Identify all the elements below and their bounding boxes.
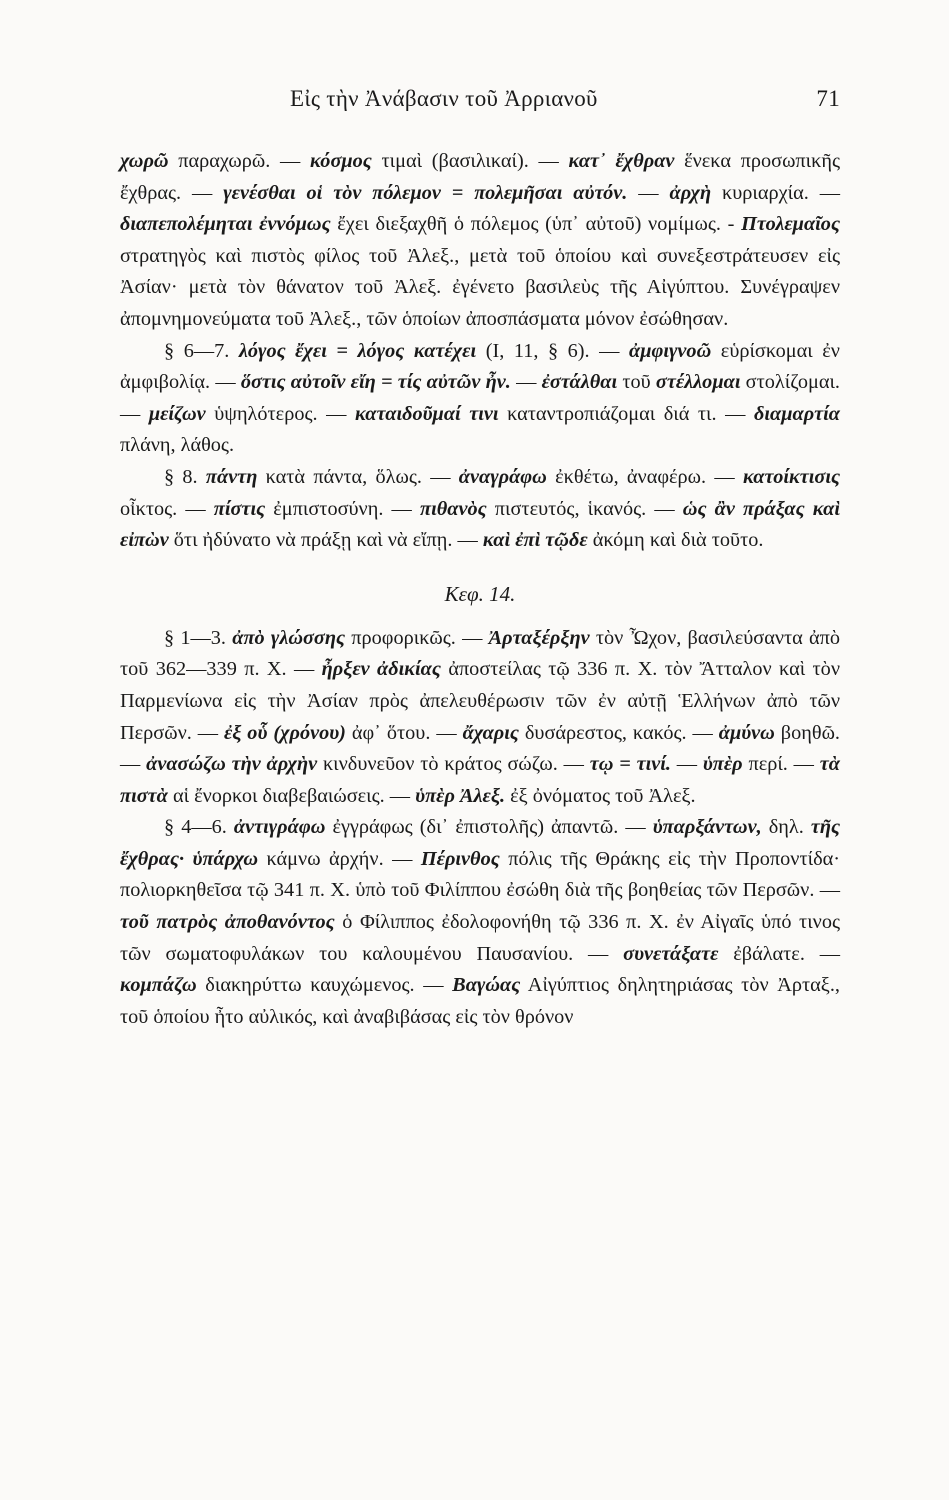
paragraph-3 — [120, 462, 840, 557]
gloss-text: ἐβάλατε. — — [718, 942, 840, 965]
gloss-term: ὑπὲρ Ἀλεξ. — [415, 784, 506, 807]
chapter-heading: Κεφ. 14. — [444, 581, 516, 606]
gloss-text: ἐξ ὀνόματος τοῦ Ἀλεξ. — [505, 784, 696, 807]
gloss-text: πόλις τῆς Θράκης εἰς τὴν Προποντίδα· πολιορκηθεῖσα τῷ 341 π. Χ. ὑπὸ τοῦ Φιλίππου ἐσώθη διὰ τῆς βοηθείας τῶν Περσῶν. — — [120, 847, 841, 902]
gloss-term: Πτολεμαῖος — [741, 213, 840, 236]
gloss-text: κάμνω ἀρχήν. — — [258, 847, 421, 870]
paragraph-1 — [120, 146, 840, 336]
gloss-term: Βαγώας — [452, 974, 521, 997]
section-marker: § 1—3. — [164, 626, 233, 649]
gloss-text: ὅτι ἠδύνατο νὰ πράξῃ καὶ νὰ εἴπῃ. — — [168, 529, 483, 552]
gloss-term: ἐστάλθαι — [541, 371, 618, 394]
gloss-text: ἀφ᾿ ὅτου. — — [345, 721, 463, 744]
section-marker: § 4—6. — [164, 816, 234, 839]
gloss-text: κατὰ πάντα, ὅλως. — — [257, 465, 459, 488]
gloss-term: ὑπαρξάντων, — [652, 816, 762, 839]
gloss-text: διακηρύττω καυχώμενος. — — [196, 974, 453, 997]
gloss-term: ὡς ἂν πράξας καὶ εἰπὼν — [120, 497, 840, 552]
section-marker: § 8. — [164, 465, 206, 488]
gloss-term: ἀπὸ γλώσσης — [232, 626, 346, 649]
gloss-text: πλάνη, λάθος. — [120, 434, 235, 457]
gloss-text: Αἰγύπτιος δηλητηριάσας τὸν Ἀρταξ., τοῦ ὁποίου ἦτο αὐλικός, καὶ ἀναβιβάσας εἰς τὸν θρόνον — [120, 974, 840, 1028]
gloss-term: ἀναγράφω — [458, 465, 547, 488]
gloss-text: δηλ. — [761, 816, 811, 839]
commentary-text — [120, 146, 840, 1033]
gloss-term: κατοίκτισις — [742, 465, 840, 488]
gloss-term: τὰ πιστὰ — [120, 753, 841, 807]
gloss-text: κυριαρχία. — — [711, 181, 840, 204]
gloss-term: τῆς ἔχθρας· ὑπάρχω — [120, 816, 841, 870]
gloss-text: (I, 11, § 6). — — [476, 339, 629, 362]
gloss-text: δυσάρεστος, κακός. — — [518, 721, 719, 744]
gloss-term: πίστις — [213, 497, 266, 520]
gloss-term: ἀρχὴ — [669, 181, 712, 204]
page-number: 71 — [816, 86, 840, 111]
gloss-term: ἀμφιγνοῶ — [629, 339, 712, 362]
gloss-text: περί. — — [742, 753, 820, 776]
gloss-term: ἐξ οὗ (χρόνου) — [223, 721, 346, 744]
gloss-text: παραχωρῶ. — — [168, 150, 310, 172]
gloss-term: στέλλομαι — [655, 371, 741, 394]
gloss-term: κατ᾿ ἔχθραν — [568, 150, 675, 172]
gloss-text: ἔχει διεξαχθῆ ὁ πόλεμος (ὑπ᾿ αὐτοῦ) νομίμως. - — [330, 213, 742, 236]
gloss-term: ἄχαρις — [462, 721, 519, 744]
gloss-term: πάντη — [205, 465, 258, 488]
gloss-text: ἐκθέτω, ἀναφέρω. — — [546, 465, 743, 488]
gloss-text: στολίζομαι. — — [120, 371, 841, 425]
gloss-text: ἀκόμη καὶ διὰ τοῦτο. — [587, 529, 764, 552]
gloss-text: αἱ ἔνορκοι διαβεβαιώσεις. — — [167, 784, 416, 807]
gloss-term: λόγος ἔχει = λόγος κατέχει — [238, 339, 477, 362]
gloss-text: εὑρίσκομαι ἐν ἀμφιβολίᾳ. — — [120, 339, 840, 394]
gloss-text: ἕνεκα προσωπικῆς ἔχθρας. — — [120, 150, 840, 204]
gloss-term: κόσμος — [309, 150, 372, 172]
gloss-text: προφορικῶς. — — [345, 626, 489, 649]
gloss-text: ὁ Φίλιππος ἐδολοφονήθη τῷ 336 π. Χ. ἐν Αἰγαῖς ὑπό τινος τῶν σωματοφυλάκων του καλουμένου Παυσανίου. — — [120, 911, 840, 965]
gloss-term: ἀντιγράφω — [233, 816, 326, 839]
gloss-text: κινδυνεῦον τὸ κράτος σώζω. — — [317, 753, 590, 776]
gloss-term: ὅστις αὐτοῖν εἴη = τίς αὐτῶν ἦν. — [240, 371, 511, 394]
paragraph-2 — [120, 336, 840, 462]
gloss-text: οἶκτος. — — [120, 497, 214, 520]
gloss-text: βοηθῶ. — — [120, 721, 840, 776]
gloss-text: — — [670, 753, 703, 776]
paragraph-4 — [120, 623, 840, 813]
gloss-term: Πέρινθος — [420, 847, 500, 870]
gloss-term: τῳ = τινί. — [589, 753, 671, 776]
gloss-term: μείζων — [148, 402, 206, 425]
running-head-title: Εἰς τὴν Ἀνάβασιν τοῦ Ἀρριανοῦ — [290, 86, 598, 111]
gloss-text: ἀποστείλας τῷ 336 π. Χ. τὸν Ἄτταλον καὶ τὸν Παρμενίωνα εἰς τὴν Ἀσίαν πρὸς ἀπελευθέρωσιν τῶν ἐν αὐτῇ Ἑλλήνων ἀπὸ τῶν Περσῶν. — — [120, 658, 840, 744]
gloss-text: τιμαὶ (βασιλικαί). — — [371, 150, 569, 172]
gloss-text: πιστευτός, ἱκανός. — — [486, 497, 683, 520]
gloss-term: γενέσθαι οἱ τὸν πόλεμον = πολεμῆσαι αὐτόν. — [223, 181, 628, 204]
gloss-term: ὑπὲρ — [702, 753, 743, 776]
gloss-term: τοῦ πατρὸς ἀποθανόντος — [120, 911, 335, 934]
gloss-term: καὶ ἐπὶ τῷδε — [482, 529, 588, 552]
gloss-term: πιθανὸς — [420, 497, 487, 520]
gloss-term: ἀμύνω — [718, 721, 775, 744]
gloss-text: ὑψηλότερος. — — [205, 402, 355, 425]
gloss-text: καταντροπιάζομαι διά τι. — — [498, 402, 754, 425]
gloss-term: καταιδοῦμαί τινι — [354, 402, 499, 425]
gloss-term: ἀνασώζω τὴν ἀρχὴν — [146, 753, 318, 776]
gloss-text: ἐμπιστοσύνη. — — [265, 497, 420, 520]
gloss-text: ἐγγράφως (δι᾿ ἐπιστολῆς) ἀπαντῶ. — — [325, 816, 653, 839]
gloss-term: διαπεπολέμηται ἐννόμως — [120, 213, 331, 236]
gloss-term: χωρῶ — [120, 150, 169, 172]
gloss-text: — — [627, 181, 670, 204]
running-head — [120, 86, 840, 118]
gloss-text: τοῦ — [617, 371, 656, 394]
gloss-text: — — [510, 371, 542, 394]
gloss-term: ἦρξεν ἀδικίας — [321, 658, 441, 681]
gloss-text: στρατηγὸς καὶ πιστὸς φίλος τοῦ Ἀλεξ., μετὰ τοῦ ὁποίου καὶ συνεξεστράτευσεν εἰς Ἀσίαν· μετὰ τὸν θάνατον τοῦ Ἀλεξ. ἐγένετο βασιλεὺς τῆς Αἰγύπτου. Συνέγραψεν ἀπομνημονεύματα τοῦ Ἀλεξ., τῶν ὁποίων ἀποσπάσματα μόνον ἐσώθησαν. — [120, 244, 840, 330]
gloss-term: διαμαρτία — [753, 402, 840, 425]
gloss-term: συνετάξατε — [623, 942, 719, 965]
gloss-term: Ἀρταξέρξην — [488, 626, 590, 649]
paragraph-5 — [120, 812, 840, 1033]
section-marker: § 6—7. — [164, 339, 239, 362]
gloss-term: κομπάζω — [120, 974, 197, 997]
gloss-text: τὸν Ὦχον, βασιλεύσαντα ἀπὸ τοῦ 362—339 π. Χ. — — [120, 626, 840, 681]
